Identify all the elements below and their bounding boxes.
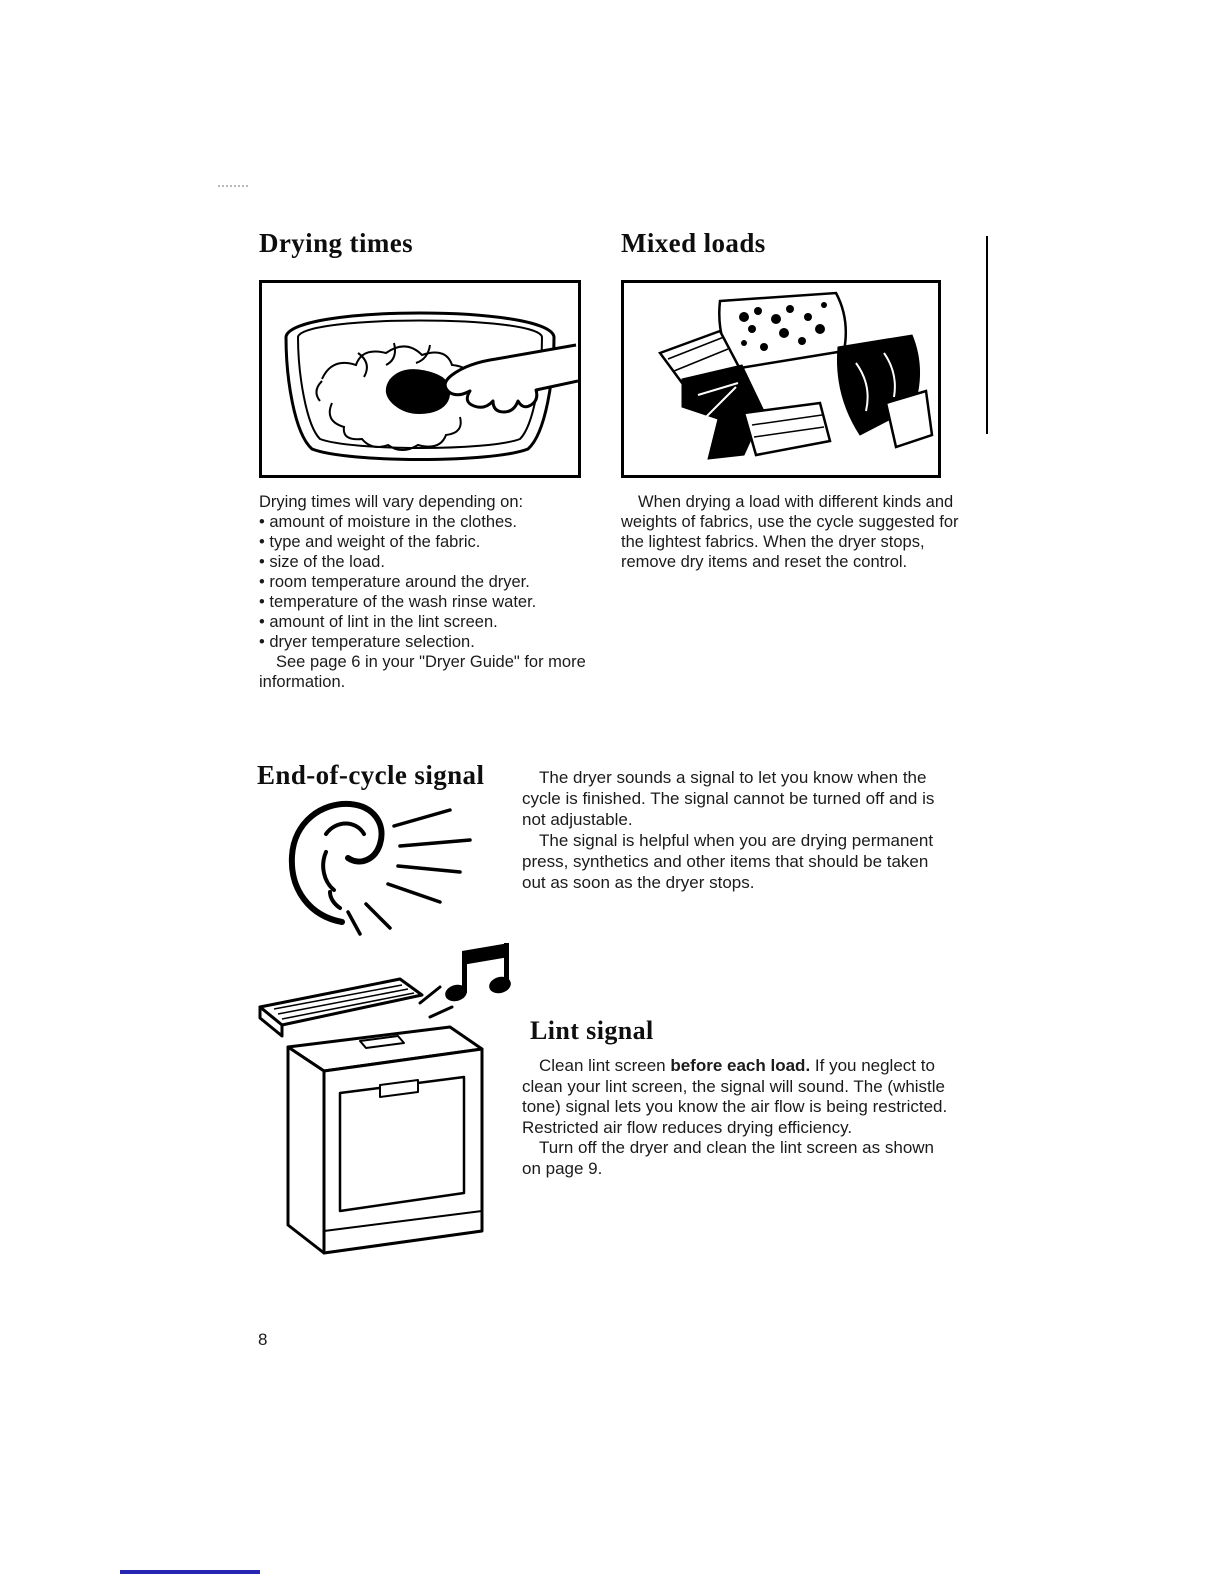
bullet-item: • amount of lint in the lint screen. xyxy=(259,612,591,632)
lint-signal-text xyxy=(522,1056,954,1179)
margin-rule xyxy=(986,236,988,434)
bullet-item: • type and weight of the fabric. xyxy=(259,532,591,552)
drying-times-footnote: See page 6 in your "Dryer Guide" for more information. xyxy=(259,653,586,691)
bullet-item: • size of the load. xyxy=(259,552,591,572)
ear-figure xyxy=(268,792,483,942)
drying-times-intro: Drying times will vary depending on: xyxy=(259,493,524,511)
dark-cloth xyxy=(386,369,450,414)
drying-times-text xyxy=(259,492,591,692)
lint-signal-heading: Lint signal xyxy=(530,1016,654,1045)
music-notes-icon xyxy=(443,943,512,1004)
dryer-illustration xyxy=(252,935,532,1270)
end-of-cycle-para1: The dryer sounds a signal to let you know when the cycle is finished. The signal cannot be turned off and is not adjustable. xyxy=(522,768,935,829)
bullet-item: • room temperature around the dryer. xyxy=(259,572,591,592)
lint-signal-para2: Turn off the dryer and clean the lint screen as shown on page 9. xyxy=(522,1138,935,1178)
lint-para1-post: If you neglect to clean your lint screen, the signal will sound. The (whistle tone) signal lets you know the air flow is being restricted. Restricted air flow reduces drying efficiency. xyxy=(522,1056,948,1137)
end-of-cycle-text xyxy=(522,767,954,893)
drying-times-heading: Drying times xyxy=(259,228,414,258)
end-of-cycle-para2: The signal is helpful when you are drying permanent press, synthetics and other items that should be taken out as soon as the dryer stops. xyxy=(522,831,934,892)
mixed-clothes-illustration xyxy=(624,283,938,475)
lint-para1-bold: before each load. xyxy=(670,1056,811,1075)
mixed-loads-body: When drying a load with different kinds and weights of fabrics, use the cycle suggested for the lightest fabrics. When the dryer stops, remove dry items and reset the control. xyxy=(621,493,959,571)
laundry-basket-illustration xyxy=(262,283,578,475)
mixed-loads-heading: Mixed loads xyxy=(621,228,766,258)
lint-para1-pre: Clean lint screen xyxy=(539,1056,671,1075)
lint-signal-para1 xyxy=(522,1056,954,1138)
mixed-loads-text xyxy=(621,492,961,572)
scan-artifact xyxy=(218,185,248,187)
bullet-item: • amount of moisture in the clothes. xyxy=(259,512,591,532)
end-of-cycle-heading: End-of-cycle signal xyxy=(257,760,485,790)
bullet-item: • temperature of the wash rinse water. xyxy=(259,592,591,612)
bullet-item: • dryer temperature selection. xyxy=(259,632,591,652)
drying-times-figure xyxy=(259,280,581,478)
page-number: 8 xyxy=(258,1330,268,1349)
drying-times-bullet-list xyxy=(259,512,591,652)
hand-illustration xyxy=(445,345,578,412)
ear-icon xyxy=(268,792,483,942)
dryer-figure xyxy=(252,935,532,1270)
bottom-rule xyxy=(120,1570,260,1574)
mixed-loads-figure xyxy=(621,280,941,478)
